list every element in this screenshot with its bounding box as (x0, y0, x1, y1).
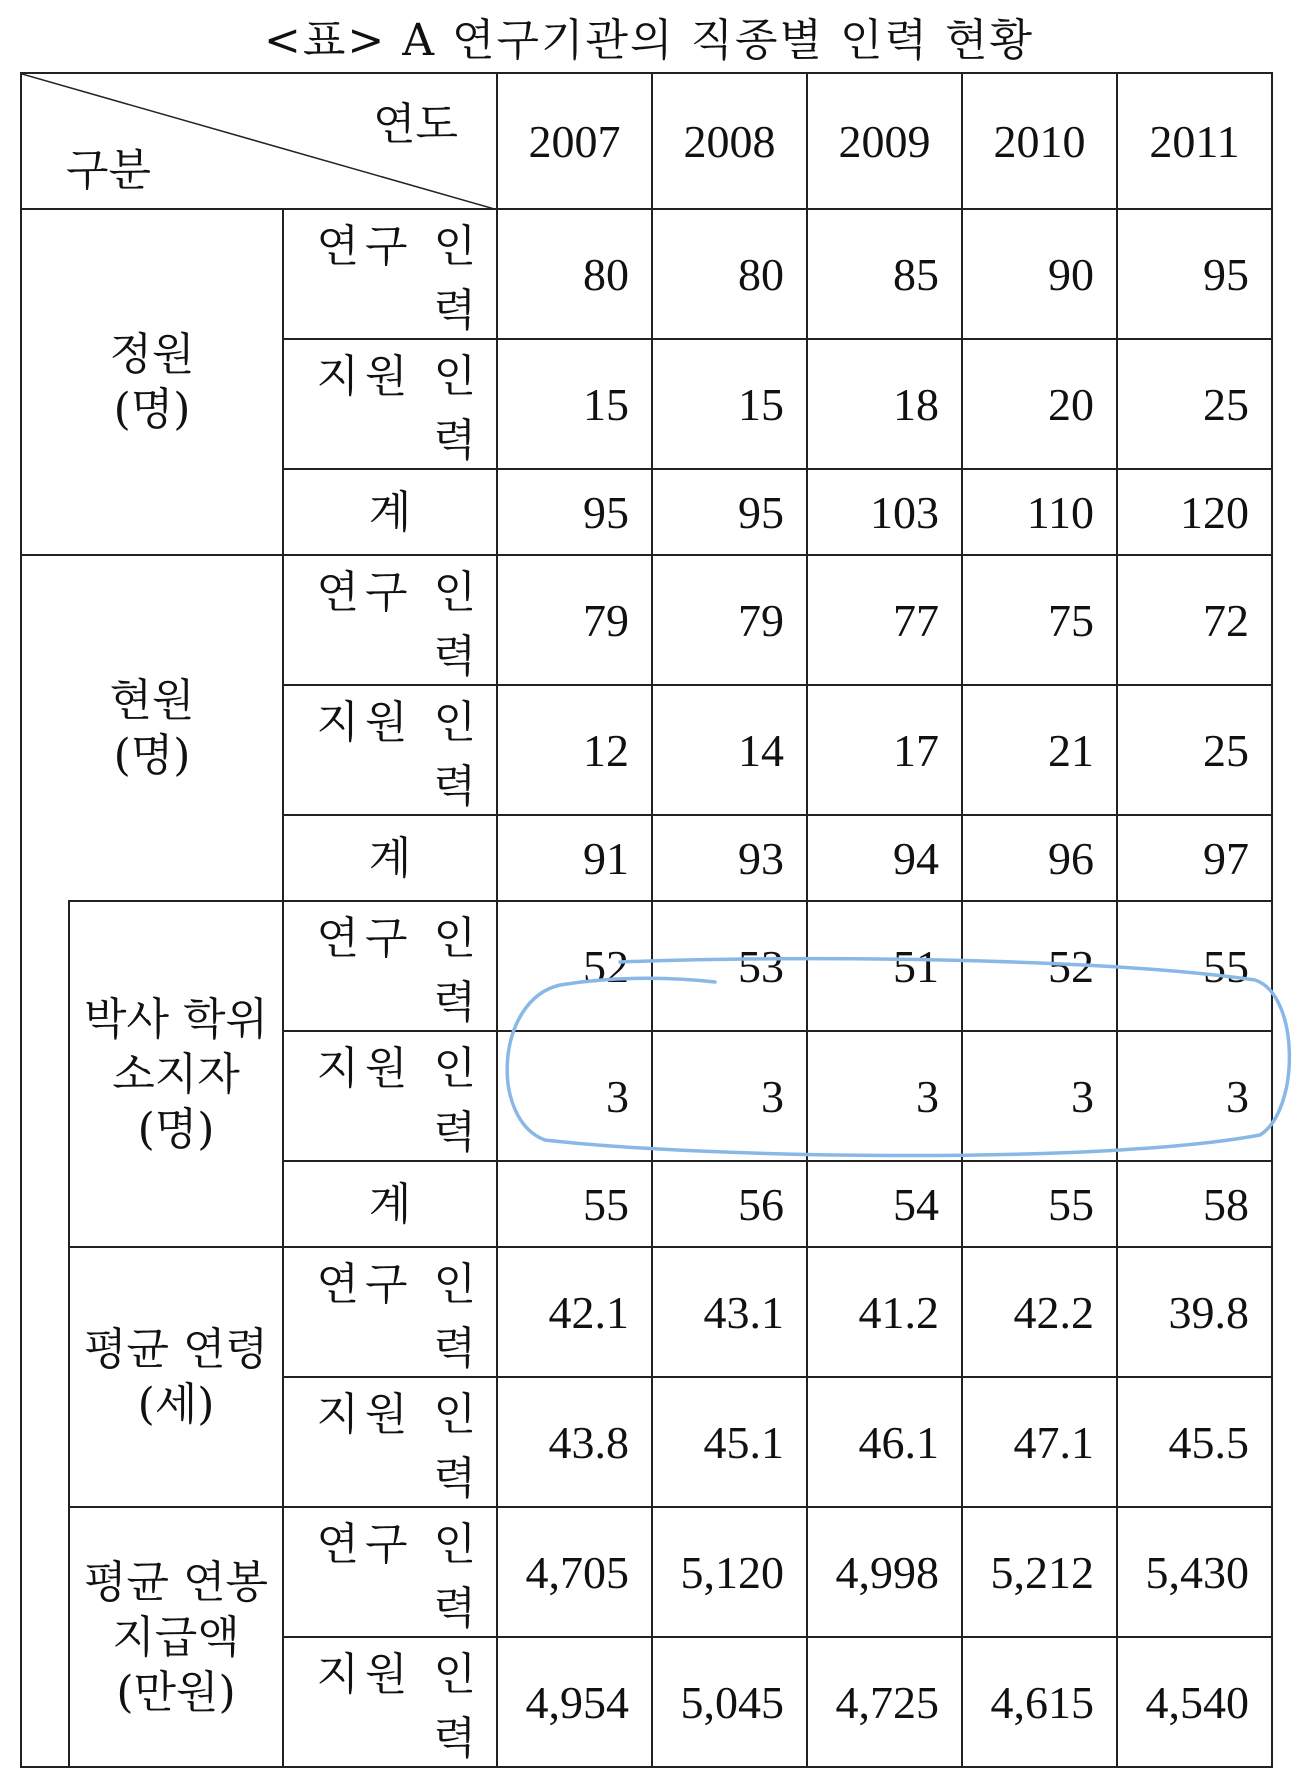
row-label: 계 (283, 469, 497, 555)
table-cell: 110 (962, 469, 1117, 555)
table-cell: 54 (807, 1161, 962, 1247)
table-cell: 96 (962, 815, 1117, 901)
table-cell: 103 (807, 469, 962, 555)
table-cell: 46.1 (807, 1377, 962, 1507)
table-cell: 72 (1117, 555, 1272, 685)
table-cell: 4,540 (1117, 1637, 1272, 1767)
row-label: 지원 인력 (283, 685, 497, 815)
year-header: 2011 (1117, 73, 1272, 209)
row-label: 지원 인력 (283, 1377, 497, 1507)
row-label: 계 (283, 815, 497, 901)
table-cell: 51 (807, 901, 962, 1031)
table-cell: 94 (807, 815, 962, 901)
section-label-quota: 정원 (명) (21, 209, 283, 555)
table-cell: 95 (1117, 209, 1272, 339)
row-label: 지원 인력 (283, 1637, 497, 1767)
table-cell: 5,430 (1117, 1507, 1272, 1637)
table-cell: 47.1 (962, 1377, 1117, 1507)
table-row (21, 901, 1272, 1031)
table-cell: 95 (497, 469, 652, 555)
corner-header (21, 73, 497, 209)
table-cell: 91 (497, 815, 652, 901)
table-cell: 3 (962, 1031, 1117, 1161)
table-cell: 52 (962, 901, 1117, 1031)
table-cell: 4,615 (962, 1637, 1117, 1767)
table-cell: 4,954 (497, 1637, 652, 1767)
table-cell: 55 (962, 1161, 1117, 1247)
table-cell: 95 (652, 469, 807, 555)
table-cell: 5,212 (962, 1507, 1117, 1637)
row-label: 계 (283, 1161, 497, 1247)
table-cell: 79 (652, 555, 807, 685)
table-cell: 75 (962, 555, 1117, 685)
table-cell: 80 (497, 209, 652, 339)
row-label: 지원 인력 (283, 1031, 497, 1161)
table-cell: 80 (652, 209, 807, 339)
table-cell: 4,705 (497, 1507, 652, 1637)
table-cell: 3 (652, 1031, 807, 1161)
table-cell: 56 (652, 1161, 807, 1247)
table-cell: 20 (962, 339, 1117, 469)
table-cell: 55 (1117, 901, 1272, 1031)
table-cell: 41.2 (807, 1247, 962, 1377)
table-cell: 90 (962, 209, 1117, 339)
section-label-phd: 박사 학위 소지자 (명) (69, 901, 283, 1247)
table-row (21, 1507, 1272, 1637)
row-label: 연구 인력 (283, 209, 497, 339)
table-cell: 15 (497, 339, 652, 469)
table-cell: 5,045 (652, 1637, 807, 1767)
table-cell: 4,998 (807, 1507, 962, 1637)
table-cell: 12 (497, 685, 652, 815)
table-cell: 79 (497, 555, 652, 685)
year-header: 2007 (497, 73, 652, 209)
indent-spacer (21, 901, 69, 1767)
section-label-current: 현원 (명) (21, 555, 283, 901)
section-label-avg-age: 평균 연령 (세) (69, 1247, 283, 1507)
year-header: 2009 (807, 73, 962, 209)
table-cell: 85 (807, 209, 962, 339)
table-cell: 15 (652, 339, 807, 469)
table-cell: 43.1 (652, 1247, 807, 1377)
table-cell: 3 (807, 1031, 962, 1161)
table-cell: 14 (652, 685, 807, 815)
table-cell: 5,120 (652, 1507, 807, 1637)
table-cell: 21 (962, 685, 1117, 815)
row-label: 지원 인력 (283, 339, 497, 469)
table-row (21, 1247, 1272, 1377)
table-cell: 97 (1117, 815, 1272, 901)
table-cell: 25 (1117, 685, 1272, 815)
year-header: 2008 (652, 73, 807, 209)
table-cell: 93 (652, 815, 807, 901)
year-label: 연도 (372, 99, 458, 150)
row-label: 연구 인력 (283, 555, 497, 685)
table-row (21, 555, 1272, 685)
row-label: 연구 인력 (283, 1507, 497, 1637)
table-cell: 3 (1117, 1031, 1272, 1161)
row-label: 연구 인력 (283, 1247, 497, 1377)
table-cell: 43.8 (497, 1377, 652, 1507)
table-cell: 25 (1117, 339, 1272, 469)
table-cell: 58 (1117, 1161, 1272, 1247)
table-cell: 42.2 (962, 1247, 1117, 1377)
table-cell: 42.1 (497, 1247, 652, 1377)
table-cell: 55 (497, 1161, 652, 1247)
table-cell: 77 (807, 555, 962, 685)
row-label: 연구 인력 (283, 901, 497, 1031)
section-label-avg-salary: 평균 연봉 지급액 (만원) (69, 1507, 283, 1767)
category-label: 구분 (66, 145, 152, 196)
table-row (21, 209, 1272, 339)
table-cell: 45.5 (1117, 1377, 1272, 1507)
table-cell: 17 (807, 685, 962, 815)
year-header: 2010 (962, 73, 1117, 209)
personnel-table (20, 72, 1273, 1768)
table-cell: 52 (497, 901, 652, 1031)
table-title: <표> A 연구기관의 직종별 인력 현황 (264, 15, 1034, 66)
table-cell: 3 (497, 1031, 652, 1161)
table-cell: 39.8 (1117, 1247, 1272, 1377)
table-cell: 4,725 (807, 1637, 962, 1767)
table-cell: 45.1 (652, 1377, 807, 1507)
table-cell: 53 (652, 901, 807, 1031)
table-cell: 18 (807, 339, 962, 469)
table-cell: 120 (1117, 469, 1272, 555)
